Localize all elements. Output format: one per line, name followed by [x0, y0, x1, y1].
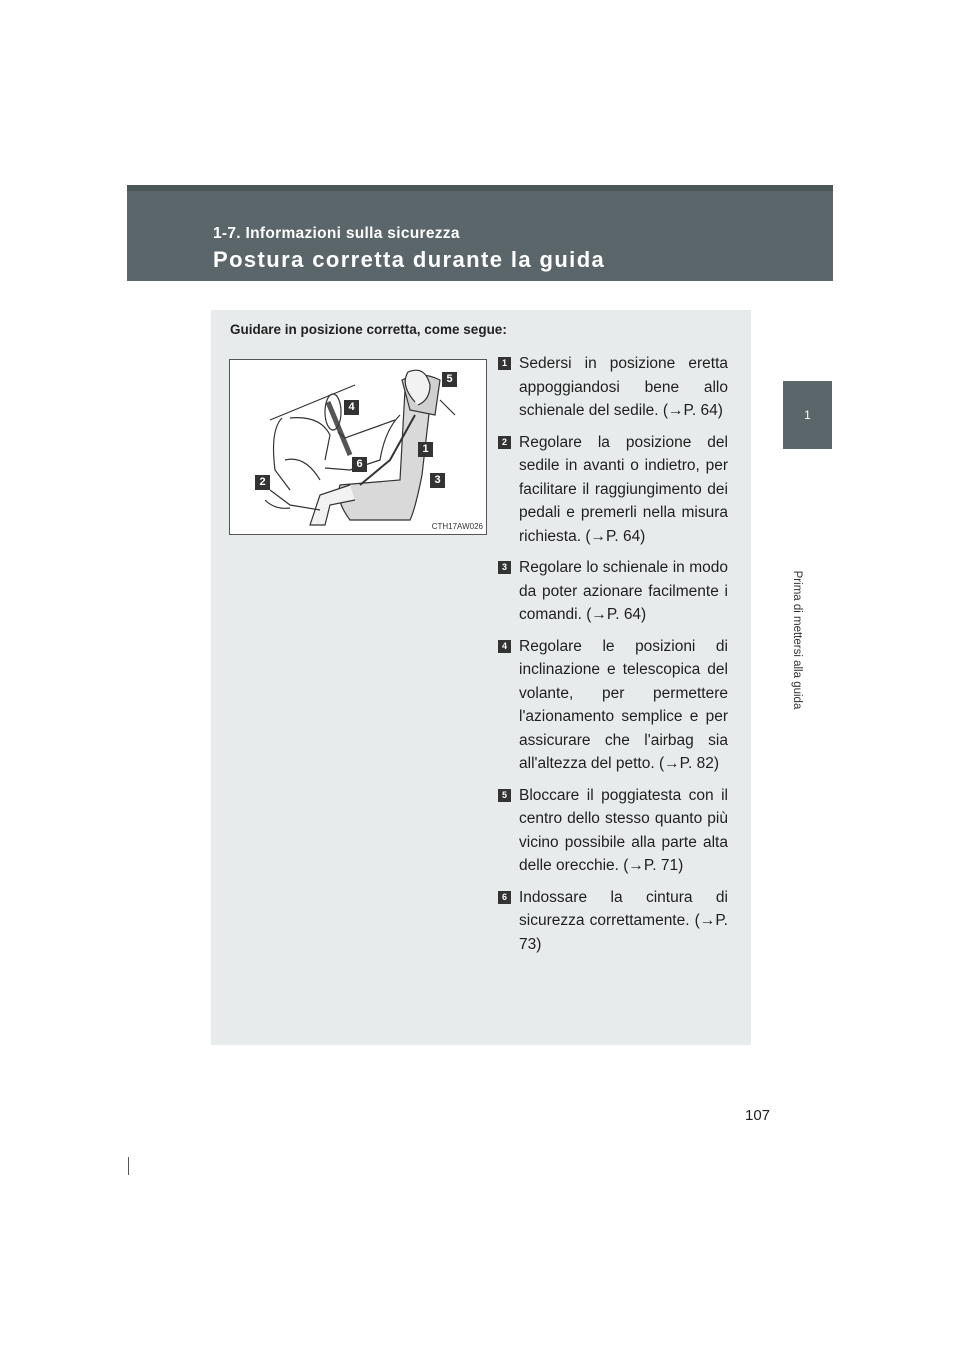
step-badge: 2: [498, 436, 511, 449]
page-title: Postura corretta durante la guida: [213, 247, 606, 272]
step-badge: 6: [498, 891, 511, 904]
step-text: Bloccare il poggiatesta con il centro dello stesso quanto più vicino possibile alla parte alta delle orecchie. (→P. 71): [519, 786, 728, 874]
step-badge: 4: [498, 640, 511, 653]
list-item: [498, 886, 728, 957]
crop-mark: [128, 1157, 129, 1175]
list-item: [498, 635, 728, 776]
figure-badge-5: 5: [442, 372, 457, 387]
driving-posture-figure: [229, 359, 487, 535]
figure-badge-4: 4: [344, 400, 359, 415]
header-top-line: [127, 185, 833, 191]
intro-text: Guidare in posizione corretta, come segue:: [230, 322, 507, 337]
step-text: Regolare lo schienale in modo da poter azionare facilmente i comandi. (→P. 64): [519, 559, 728, 623]
step-badge: 1: [498, 357, 511, 370]
step-text: Indossare la cintura di sicurezza correttamente. (→P. 73): [519, 888, 728, 953]
figure-badge-6: 6: [352, 457, 367, 472]
figure-code: CTH17AW026: [431, 522, 483, 531]
chapter-tab[interactable]: [783, 381, 832, 449]
list-item: [498, 352, 728, 423]
figure-badge-2: 2: [255, 475, 270, 490]
step-text: Regolare la posizione del sedile in avanti o indietro, per facilitare il raggiungimento dei pedali e premerli nella misura richiesta. (→P. 64): [519, 433, 728, 545]
chapter-title-text: Prima di mettersi alla guida: [791, 570, 803, 710]
step-badge: 3: [498, 561, 511, 574]
chapter-number: 1: [804, 408, 811, 422]
content-box: [211, 310, 751, 1045]
section-label: 1-7. Informazioni sulla sicurezza: [213, 225, 460, 242]
list-item: [498, 431, 728, 549]
step-badge: 5: [498, 789, 511, 802]
step-text: Regolare le posizioni di inclinazione e telescopica del volante, per permettere l'azionamento semplice e per assicurare che l'airbag sia all'altezza del petto. (→P. 82): [519, 637, 728, 772]
figure-badge-1: 1: [418, 442, 433, 457]
figure-badge-3: 3: [430, 473, 445, 488]
step-text: Sedersi in posizione eretta appoggiandosi bene allo schienale del sedile. (→P. 64): [519, 355, 728, 419]
steps-list: [498, 352, 728, 964]
header-band: [127, 185, 833, 281]
list-item: [498, 784, 728, 878]
list-item: [498, 556, 728, 627]
page-number: 107: [745, 1107, 771, 1124]
